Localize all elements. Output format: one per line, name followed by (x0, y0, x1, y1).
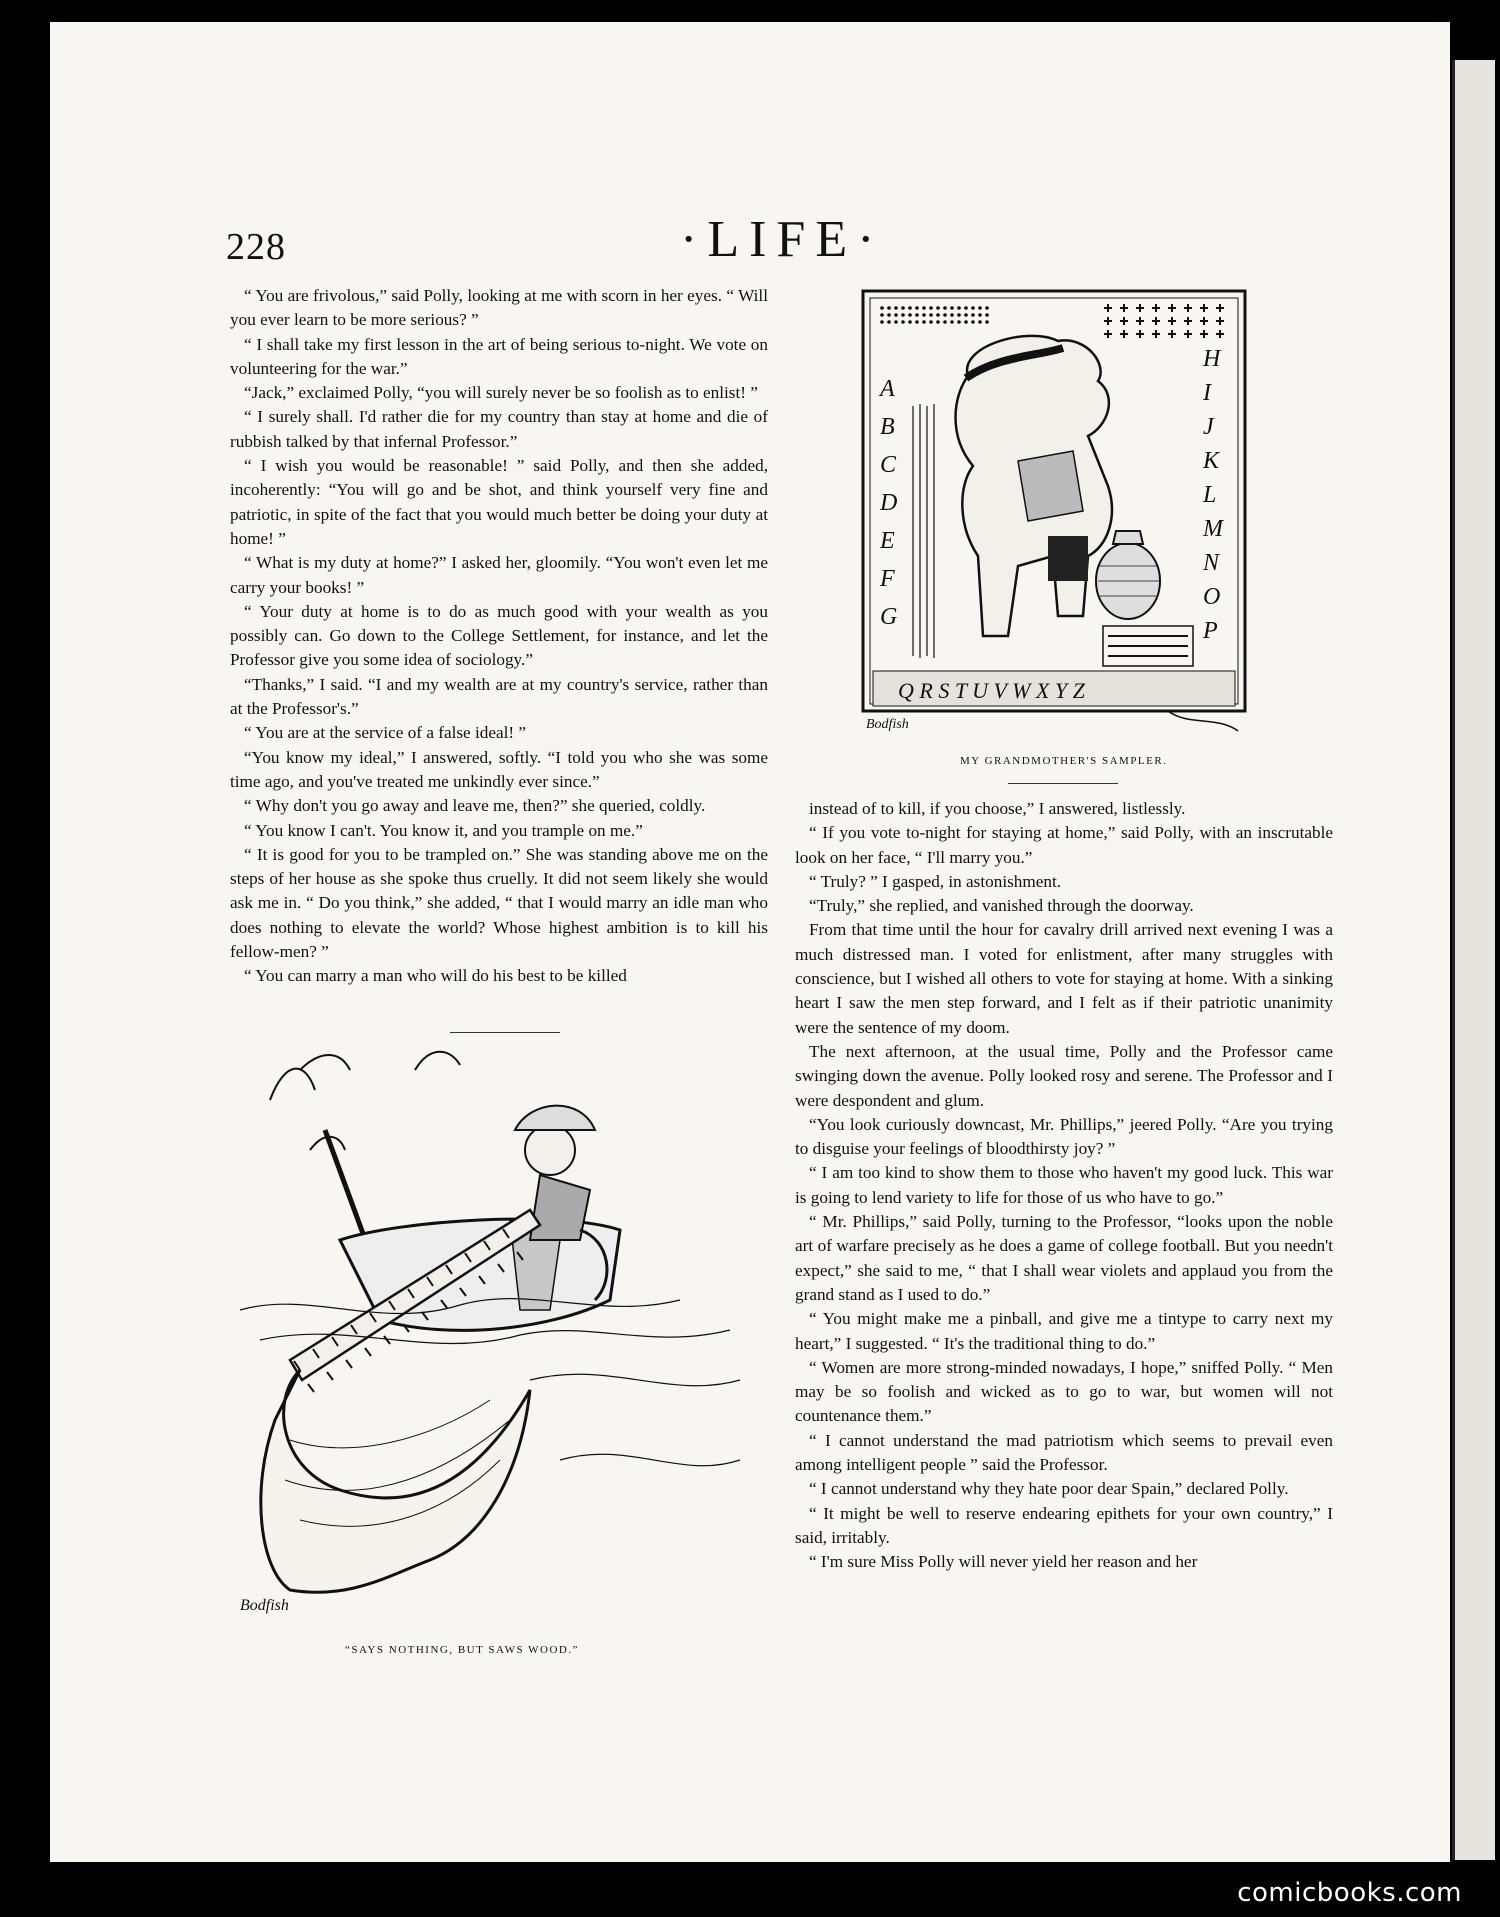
paragraph: “ I wish you would be reasonable! ” said Polly, and then she added, incoherently: “You will go and be shot, and think yourself very fine and patriotic, in spite of the fact that you would much better be doing your duty at home! ” (230, 456, 768, 548)
paragraph: “ Women are more strong-minded nowadays, I hope,” sniffed Polly. “ Men may be so foolish and wicked as to go to war, but women will not countenance them.” (795, 1357, 1333, 1426)
paragraph: “ You are frivolous,” said Polly, looking at me with scorn in her eyes. “ Will you ever learn to be more serious? ” (230, 286, 768, 330)
right-column (795, 797, 1333, 1575)
paragraph: “You know my ideal,” I answered, softly. “I told you who she was some time ago, and you've treated me unkindly ever since.” (230, 747, 768, 791)
sampler-letter: O (1203, 584, 1221, 610)
sampler-letter: I (1203, 380, 1211, 406)
sampler-letter: A (880, 376, 895, 402)
sawfish-signature: Bodfish (240, 1597, 289, 1614)
sampler-letter: F (880, 566, 895, 592)
sampler-letter: G (880, 604, 898, 630)
sampler-letter: B (880, 414, 895, 440)
paragraph: “ You know I can't. You know it, and you trample on me.” (244, 820, 643, 840)
paragraph: “You look curiously downcast, Mr. Phillips,” jeered Polly. “Are you trying to disguise your feelings of bloodthirsty joy? ” (795, 1114, 1333, 1159)
paragraph: “ Your duty at home is to do as much good with your wealth as you possibly can. Go down to the College Settlement, for instance, and let the Professor give you some idea of sociology.” (230, 601, 768, 670)
caption-rule (1008, 783, 1118, 784)
masthead-title: ·LIFE· (680, 211, 885, 268)
sawfish-caption: “SAYS NOTHING, BUT SAWS WOOD.” (345, 1644, 579, 1656)
paragraph: “ It might be well to reserve endearing epithets for your own country,” I said, irritably. (795, 1503, 1333, 1547)
paragraph: “ It is good for you to be trampled on.” She was standing above me on the steps of her house as she spoke thus cruelly. It did not seem likely she would ask me in. “ Do you think,” she added, “ that I would marry an idle man who does nothing to elevate the world? Whose highest ambition is to kill his fellow-men? ” (230, 844, 768, 962)
paragraph: From that time until the hour for cavalry drill arrived next evening I was a much distressed man. I voted for enlistment, after many struggles with conscience, but I wished all others to vote for staying at home. With a sinking heart I saw the men step forward, and I felt as if their patriotic unanimity were the sentence of my doom. (795, 920, 1333, 1037)
page-number: 228 (226, 226, 286, 268)
sampler-caption: MY GRANDMOTHER'S SAMPLER. (960, 755, 1168, 767)
sampler-letter: P (1203, 618, 1218, 644)
sampler-letter: J (1203, 414, 1214, 440)
paragraph: “ I am too kind to show them to those who haven't my good luck. This war is going to lend variety to life for those of us who have to go.” (795, 1163, 1333, 1207)
paragraph: “ I surely shall. I'd rather die for my country than stay at home and die of rubbish talked by that infernal Professor.” (230, 407, 768, 451)
sampler-letter: M (1203, 516, 1223, 542)
sampler-letter: K (1203, 448, 1220, 474)
paragraph: “ I'm sure Miss Polly will never yield her reason and her (809, 1552, 1198, 1572)
paragraph: “ You can marry a man who will do his best to be killed (244, 966, 627, 986)
column-rule (450, 1032, 560, 1033)
paragraph: “ Why don't you go away and leave me, then?” she queried, coldly. (244, 796, 706, 816)
watermark-text: comicbooks.com (1237, 1878, 1462, 1908)
paragraph: “Truly,” she replied, and vanished through the doorway. (809, 896, 1194, 916)
paragraph: “ You might make me a pinball, and give me a tintype to carry next my heart,” I suggested. “ It's the traditional thing to do.” (795, 1309, 1333, 1353)
paragraph: “ I cannot understand the mad patriotism which seems to prevail even among intelligent people ” said the Professor. (795, 1430, 1333, 1475)
facing-page-edge (1452, 60, 1495, 1860)
paragraph: “ What is my duty at home?” I asked her, gloomily. “You won't even let me carry your books! ” (230, 553, 768, 597)
left-column (230, 284, 768, 989)
sampler-letter: N (1203, 550, 1220, 576)
sampler-illustration (858, 286, 1250, 736)
paragraph: instead of to kill, if you choose,” I answered, listlessly. (809, 799, 1186, 818)
sampler-letter: C (880, 452, 897, 478)
paragraph: “ I shall take my first lesson in the art of being serious to-night. We vote on volunteering for the war.” (230, 334, 768, 378)
paragraph: “ I cannot understand why they hate poor dear Spain,” declared Polly. (809, 1479, 1289, 1499)
paragraph: The next afternoon, at the usual time, Polly and the Professor came swinging down the avenue. Polly looked rosy and serene. The Professor and I were despondent and glum. (795, 1041, 1333, 1110)
sampler-signature: Bodfish (866, 717, 909, 732)
paragraph: “ Truly? ” I gasped, in astonishment. (809, 871, 1062, 891)
paragraph: “Thanks,” I said. “I and my wealth are at my country's service, rather than at the Professor's.” (230, 674, 768, 719)
paragraph: “ If you vote to-night for staying at home,” said Polly, with an inscrutable look on her face, “ I'll marry you.” (795, 823, 1333, 867)
sampler-letter: L (1203, 482, 1217, 508)
sampler-letter: H (1203, 346, 1221, 372)
sampler-letter: D (880, 490, 898, 516)
paragraph: “ You are at the service of a false ideal! ” (244, 723, 527, 743)
paragraph: “ Mr. Phillips,” said Polly, turning to the Professor, “looks upon the noble art of warfare precisely as he does a game of college football. But you needn't expect,” she said to me, “ that I shall wear violets and applaud you from the grand stand as I used to do.” (795, 1212, 1333, 1304)
sawfish-illustration (230, 1040, 750, 1620)
sampler-bottom-letters: Q R S T U V W X Y Z (898, 678, 1085, 703)
paragraph: “Jack,” exclaimed Polly, “you will surely never be so foolish as to enlist! ” (244, 383, 758, 403)
sampler-letter: E (880, 528, 895, 554)
